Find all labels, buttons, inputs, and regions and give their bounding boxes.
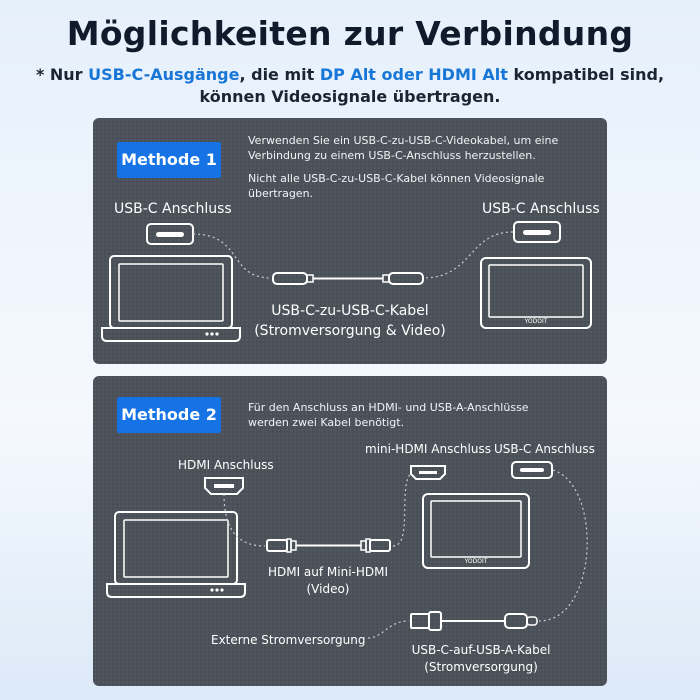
hdmi-cable-label: [243, 564, 413, 598]
method-1-description-line-1: Verwenden Sie ein USB-C-zu-USB-C-Videokabel, um eine: [248, 134, 559, 147]
monitor-port-label: USB-C Anschluss: [482, 201, 600, 217]
usb-cable-label: [386, 642, 576, 676]
laptop-icon: [107, 512, 245, 597]
hdmi-port-label: HDMI Anschluss: [178, 458, 274, 472]
usbc-port-label: USB-C Anschluss: [494, 442, 595, 456]
hdmi-to-mini-hdmi-cable-icon: [267, 539, 390, 552]
compatibility-note-line-2: können Videosignale übertragen.: [199, 87, 501, 106]
mini-hdmi-port-icon: [411, 466, 445, 479]
monitor-brand-label: YODOIT: [524, 318, 548, 325]
hdmi-cable-label-line-1: HDMI auf Mini-HDMI: [267, 565, 389, 579]
monitor-brand-label: YODOIT: [464, 558, 488, 565]
page-title: Möglichkeiten zur Verbindung: [66, 14, 634, 53]
connector-dotted-power: [368, 621, 409, 638]
laptop-icon: [102, 256, 240, 341]
hdmi-port-icon: [205, 478, 243, 494]
cable-label: [250, 301, 450, 341]
method-2-panel: [93, 376, 607, 686]
connector-dotted-usbc: [539, 470, 587, 621]
method-1-description-line-2: Verbindung zu einem USB-C-Anschluss herzustellen.: [248, 149, 536, 162]
connector-dotted-hdmi: [224, 494, 265, 546]
monitor-usbc-port-icon: [514, 222, 560, 242]
usb-cable-label-line-2: (Stromversorgung): [424, 660, 538, 674]
compatibility-note-line-1: [0, 64, 700, 86]
method-2-description-line-1: Für den Anschluss an HDMI- und USB-A-Anschlüsse: [248, 401, 529, 414]
note-highlight-alt-modes: DP Alt oder HDMI Alt: [319, 65, 508, 84]
method-2-description-line-2: werden zwei Kabel benötigt.: [248, 416, 405, 429]
method-1-warning-line-1: Nicht alle USB-C-zu-USB-C-Kabel können Videosignale: [248, 172, 545, 185]
cable-label-line-1: USB-C-zu-USB-C-Kabel: [271, 303, 429, 319]
connector-dotted-mini-hdmi: [393, 473, 411, 546]
note-middle: , die mit: [239, 65, 320, 84]
method-1-badge: Methode 1: [117, 142, 221, 178]
note-highlight-usbc: USB-C-Ausgänge: [88, 65, 240, 84]
compatibility-note: [0, 64, 700, 108]
laptop-port-label: USB-C Anschluss: [114, 201, 232, 217]
monitor-usbc-port-icon: [512, 462, 552, 478]
method-2-description: [248, 400, 529, 430]
usbc-to-usba-cable-icon: [411, 612, 537, 630]
method-1-panel: [93, 118, 607, 364]
laptop-usbc-port-icon: [147, 224, 193, 244]
method-1-description: [248, 133, 558, 163]
usb-cable-label-line-1: USB-C-auf-USB-A-Kabel: [411, 643, 551, 657]
usbc-to-usbc-cable-icon: [273, 273, 423, 284]
method-1-warning-line-2: übertragen.: [248, 187, 314, 200]
note-prefix: * Nur: [35, 65, 89, 84]
cable-label-line-2: (Stromversorgung & Video): [254, 323, 446, 339]
method-2-badge: Methode 2: [117, 397, 221, 433]
connector-dotted-right: [423, 232, 513, 278]
method-1-warning: [248, 171, 544, 201]
mini-hdmi-port-label: mini-HDMI Anschluss: [365, 442, 491, 456]
hdmi-cable-label-line-2: (Video): [306, 582, 350, 596]
portable-monitor-icon: [423, 494, 529, 568]
external-power-label: Externe Stromversorgung: [211, 633, 366, 647]
note-suffix: kompatibel sind,: [507, 65, 665, 84]
